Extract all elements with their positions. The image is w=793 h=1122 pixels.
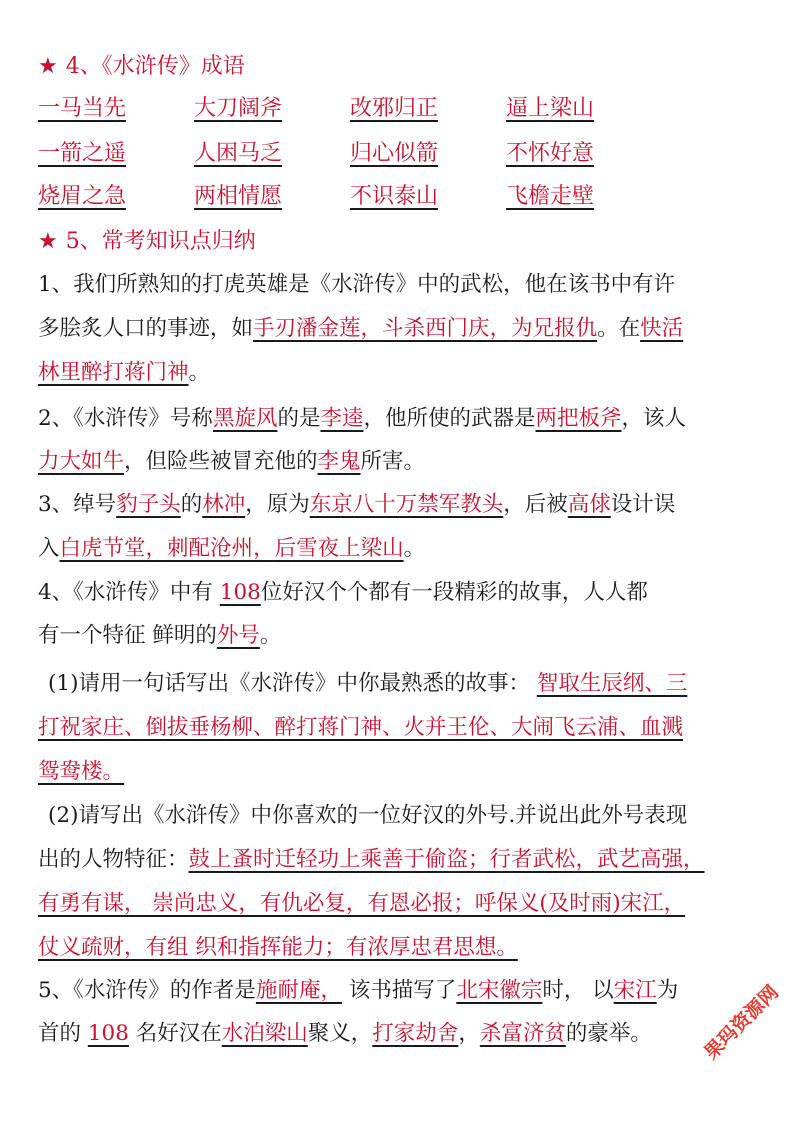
section-5-title: 5、常考知识点归纳 <box>65 229 256 254</box>
answer: ， <box>360 316 383 341</box>
text: 1、我们所熟知的打虎英雄是《水浒传》中的武松，他在该书中有许 <box>38 272 676 297</box>
answer: 斗杀西门庆 <box>382 316 490 341</box>
text: 的豪举。 <box>565 1021 652 1046</box>
answer: 刺配沧州 <box>167 536 254 561</box>
idiom: 逼上梁山 <box>506 96 595 121</box>
text: 3、绰号 <box>38 492 117 517</box>
q2-line-1 <box>38 405 686 433</box>
answer: ， <box>253 536 275 561</box>
q4-2-line-3 <box>38 890 685 918</box>
text: 聚义， <box>307 1021 373 1046</box>
answer: 豹子头 <box>116 492 181 517</box>
text: 多脍炙人口的事迹，如 <box>38 316 254 341</box>
text: (1)请用一句话写出《水浒传》中你最熟悉的故事： <box>48 671 530 696</box>
idiom: 改邪归正 <box>350 96 439 121</box>
text: 名好汉在 <box>135 1021 222 1046</box>
text: 。在 <box>597 316 641 341</box>
text: 5、《水浒传》的作者是 <box>38 978 256 1003</box>
answer: 黑旋风 <box>212 406 278 431</box>
section-5-heading <box>38 228 256 256</box>
answer: 打祝家庄、倒拔垂杨柳、醉打蒋门神、火并王伦、大闹飞云浦、血溅 <box>38 715 684 740</box>
answer: 水泊梁山 <box>221 1021 308 1046</box>
q1-line-2 <box>38 315 683 343</box>
text: 。 <box>403 536 426 561</box>
star-icon: ★ <box>38 54 58 79</box>
idiom: 大刀阔斧 <box>194 96 283 121</box>
idiom: 一马当先 <box>38 96 127 121</box>
q1-line-3 <box>38 359 210 387</box>
q3-line-1 <box>38 491 675 519</box>
watermark: 果玛资源网 <box>700 981 783 1064</box>
answer: 李逵 <box>320 406 364 431</box>
text: (2)请写出《水浒传》中你喜欢的一位好汉的外号.并说出此外号表现 <box>48 803 688 828</box>
answer: 北宋徽宗 <box>456 978 543 1003</box>
text: ，他所使的武器是 <box>363 406 536 431</box>
answer: 李鬼 <box>317 449 361 474</box>
q1-line-1 <box>38 271 675 299</box>
answer: 林里醉打蒋门神 <box>38 360 189 385</box>
answer: 鼓上蚤时迁轻功上乘善于偷盗；行者武松，武艺高强， <box>188 847 705 872</box>
answer: 有勇有谋， 崇尚忠义，有仇必复，有恩必报；呼保义(及时雨)宋江， <box>38 891 686 916</box>
text: ， <box>458 1021 480 1046</box>
answer: 仗义疏财，有组 织和指挥能力；有浓厚忠君思想。 <box>38 935 518 960</box>
text: 设计误 <box>610 492 676 517</box>
text: 4、《水浒传》中有 <box>38 580 213 605</box>
answer: 108 <box>219 580 261 605</box>
text: 该书描写了 <box>348 978 457 1003</box>
text: 。 <box>188 360 211 385</box>
answer: 林冲 <box>202 492 246 517</box>
answer: 智取生辰纲、三 <box>536 671 688 696</box>
answer: 快活 <box>640 316 684 341</box>
answer: 力大如牛 <box>38 449 125 474</box>
q3-line-2 <box>38 535 425 563</box>
q4-line-1 <box>38 579 648 607</box>
text: ，原为 <box>245 492 310 517</box>
idiom: 一箭之遥 <box>38 141 127 166</box>
idiom: 不识泰山 <box>350 184 439 209</box>
star-icon: ★ <box>38 229 58 254</box>
q4-2-line-4 <box>38 934 518 962</box>
text: ，后被 <box>503 492 568 517</box>
idiom: 烧眉之急 <box>38 184 127 209</box>
answer: 手刃潘金莲 <box>253 316 361 341</box>
section-4-heading <box>38 53 245 81</box>
q2-line-2 <box>38 448 425 476</box>
text: 时， 以 <box>542 978 614 1003</box>
text: 为 <box>656 978 679 1003</box>
answer: 打家劫舍 <box>372 1021 459 1046</box>
q4-2-line-1 <box>48 802 687 830</box>
answer: ， <box>489 316 512 341</box>
text: 。 <box>259 623 282 648</box>
answer: 后雪夜上梁山 <box>274 536 404 561</box>
answer: 两把板斧 <box>535 406 622 431</box>
text: 2、《水浒传》号称 <box>38 406 213 431</box>
answer: 东京八十万禁军教头 <box>309 492 504 517</box>
answer: 108 <box>87 1021 129 1046</box>
q5-line-2 <box>38 1020 652 1048</box>
text: 的 <box>180 492 203 517</box>
idiom: 人困马乏 <box>194 141 283 166</box>
idiom: 两相情愿 <box>194 184 283 209</box>
q4-line-2 <box>38 622 281 650</box>
q4-1-line-2 <box>38 714 683 742</box>
text: 入 <box>38 536 60 561</box>
answer: ， <box>145 536 168 561</box>
answer: 宋江 <box>613 978 657 1003</box>
idiom: 飞檐走壁 <box>506 184 595 209</box>
idiom: 不怀好意 <box>506 141 595 166</box>
text: ，该人 <box>621 406 687 431</box>
answer: 为兄报仇 <box>511 316 598 341</box>
answer: 白虎节堂 <box>59 536 146 561</box>
section-4-title: 4、《水浒传》成语 <box>65 54 245 79</box>
text: 的是 <box>277 406 321 431</box>
answer: 外号 <box>216 623 260 648</box>
q4-2-line-2 <box>38 846 705 874</box>
text: 出的人物特征： <box>38 847 189 872</box>
text: 所害。 <box>360 449 426 474</box>
answer: 杀富济贫 <box>479 1021 566 1046</box>
text: ，但险些被冒充他的 <box>124 449 318 474</box>
text: 位好汉个个都有一段精彩的故事，人人都 <box>260 580 648 605</box>
q4-1-line-1 <box>48 670 687 698</box>
answer: 施耐庵， <box>255 978 342 1003</box>
answer: 高俅 <box>567 492 611 517</box>
q5-line-1 <box>38 977 678 1005</box>
text: 有一个特征 鲜明的 <box>38 623 217 648</box>
answer: 鸳鸯楼。 <box>38 759 125 784</box>
idiom: 归心似箭 <box>350 141 439 166</box>
q4-1-line-3 <box>38 758 124 786</box>
text: 首的 <box>38 1021 82 1046</box>
